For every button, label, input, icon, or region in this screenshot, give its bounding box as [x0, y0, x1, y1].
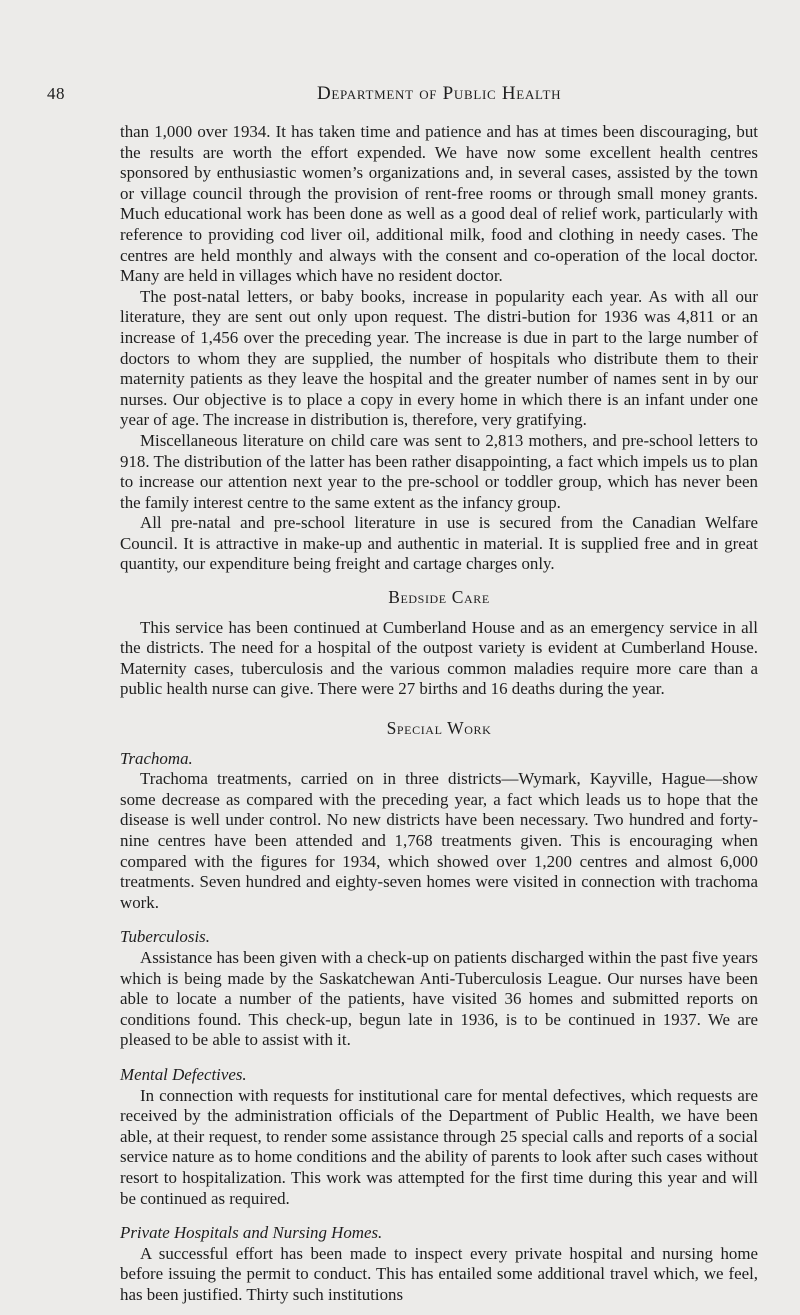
- page-number: 48: [47, 84, 65, 103]
- subheading-trachoma: Trachoma.: [120, 748, 193, 768]
- paragraph: All pre-natal and pre-school literature in use is secured from the Canadian Welfare Council. It is attractive in make-up and authentic in material. It is supplied free and in great quantity, our expenditure being freight and cartage charges only.: [120, 513, 758, 574]
- document-page: [47, 74, 758, 1305]
- subheading-tuberculosis: Tuberculosis.: [120, 927, 210, 947]
- subheading-private-hospitals: Private Hospitals and Nursing Homes.: [120, 1223, 383, 1243]
- paragraph: In connection with requests for institutional care for mental defectives, which requests are received by the administration officials of the Department of Public Health, we have been able, at their request, to render some assistance through 25 special calls and reports of a social service nature as to home conditions and the ability of parents to look after such cases without resort to hospitalization. This work was attempted for the first time during this year and will be continued as required.: [120, 1085, 758, 1208]
- paragraph: than 1,000 over 1934. It has taken time and patience and has at times been discouraging, but the results are worth the effort expended. We have now some excellent health centres sponsored by enthusiastic women’s organizations and, in several cases, assisted by the town or village council through the provision of rent-free rooms or through small money grants. Much educational work has been done as well as a good deal of relief work, particularly with reference to providing cod liver oil, additional milk, food and clothing in needy cases. The centres are held monthly and always with the consent and co-operation of the local doctor. Many are held in villages which have no resident doctor.: [120, 122, 758, 286]
- paragraph: The post-natal letters, or baby books, increase in popularity each year. As with all our literature, they are sent out only upon request. The distri-bution for 1936 was 4,811 or an increase of 1,456 over the preceding year. The increase is due in part to the large number of doctors to whom they are supplied, the number of hospitals who distribute them to their maternity patients as they leave the hospital and the greater number of names sent in by our nurses. Our objective is to place a copy in every home in which there is an infant under one year of age. The increase in distribution is, therefore, very gratifying.: [120, 286, 758, 430]
- page-header: [47, 74, 758, 104]
- section-heading-special-work: Special Work: [386, 718, 492, 739]
- paragraph: Miscellaneous literature on child care was sent to 2,813 mothers, and pre-school letters to 918. The distribution of the latter has been rather disappointing, a fact which impels us to plan to increase our attention next year to the pre-school or toddler group, which has never been the family interest centre to the same extent as the infancy group.: [120, 430, 758, 512]
- paragraph: Trachoma treatments, carried on in three districts—Wymark, Kayville, Hague—show some decrease as compared with the preceding year, a fact which leads us to hope that the disease is well under control. No new districts have been necessary. Two hundred and forty-nine centres have been attended and 1,768 treatments given. This is encouraging when compared with the figures for 1934, which showed over 1,200 centres and almost 6,000 treatments. Seven hundred and eighty-seven homes were visited in connection with trachoma work.: [120, 769, 758, 912]
- running-head: Department of Public Health: [317, 83, 562, 104]
- paragraph: A successful effort has been made to inspect every private hospital and nursing home before issuing the permit to conduct. This has entailed some additional travel which, we feel, has been justified. Thirty such institutions: [120, 1243, 758, 1304]
- paragraph: This service has been continued at Cumberland House and as an emergency service in all the districts. The need for a hospital of the outpost variety is evident at Cumberland House. Maternity cases, tuberculosis and the various common maladies require more care than a public health nurse can give. There were 27 births and 16 deaths during the year.: [120, 617, 758, 699]
- subheading-mental-defectives: Mental Defectives.: [120, 1064, 247, 1084]
- section-heading-bedside-care: Bedside Care: [388, 587, 490, 608]
- paragraph: Assistance has been given with a check-up on patients discharged within the past five years which is being made by the Saskatchewan Anti-Tuberculosis League. Our nurses have been able to locate a number of the patients, have visited 36 homes and submitted reports on conditions found. This check-up, begun late in 1936, is to be continued in 1937. We are pleased to be able to assist with it.: [120, 947, 758, 1050]
